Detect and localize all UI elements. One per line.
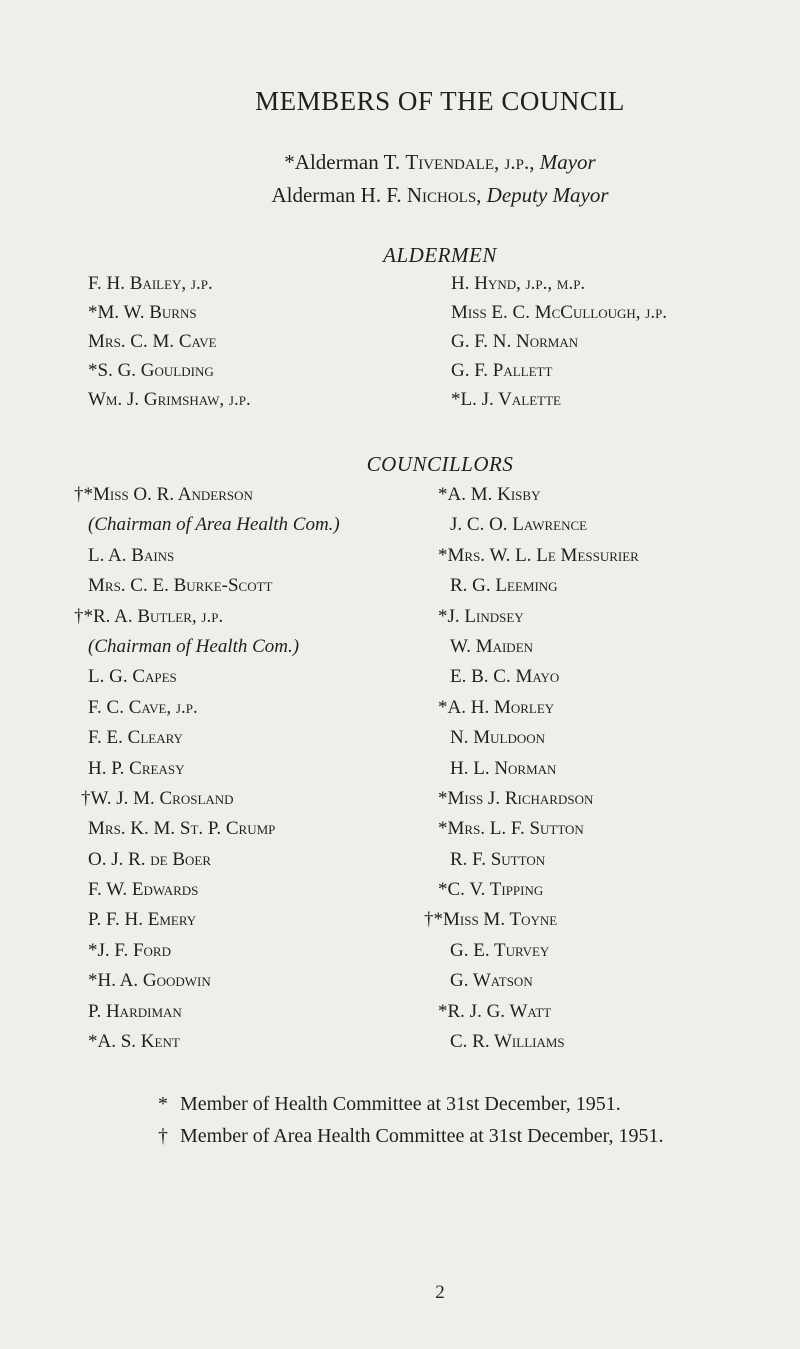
mayor-line [0, 150, 800, 175]
alderman-name: *M. W. Burns [88, 302, 197, 323]
deputy-prefix: Alderman H. F. [271, 183, 407, 207]
councillor-name: C. R. Williams [450, 1031, 565, 1053]
councillor-name: F. C. Cave, j.p. [88, 696, 198, 718]
councillor-name: †W. J. M. Crosland [81, 787, 234, 809]
councillor-name: *C. V. Tipping [438, 879, 544, 901]
councillor-name: *R. J. G. Watt [438, 1000, 552, 1022]
councillor-name: O. J. R. de Boer [88, 848, 212, 870]
page-title: MEMBERS OF THE COUNCIL [255, 86, 625, 116]
councillor-name: Mrs. C. E. Burke-Scott [88, 575, 273, 597]
footnote-text: Member of Area Health Committee at 31st December, 1951. [180, 1125, 664, 1147]
mayor-role: Mayor [539, 150, 596, 174]
aldermen-left-column [88, 269, 251, 414]
councillor-name: J. C. O. Lawrence [450, 514, 588, 536]
councillor-name: E. B. C. Mayo [450, 666, 560, 688]
alderman-name: F. H. Bailey, j.p. [88, 273, 213, 294]
deputy-mayor-line [0, 183, 800, 208]
councillor-name: *H. A. Goodwin [88, 970, 211, 992]
councillor-name: F. E. Cleary [88, 727, 183, 749]
councillor-name: G. E. Turvey [450, 939, 550, 961]
aldermen-right-column [451, 269, 667, 414]
councillor-name: R. F. Sutton [450, 848, 546, 870]
councillor-name: *A. S. Kent [88, 1031, 180, 1053]
mayor-prefix: *Alderman T. [284, 150, 406, 174]
councillor-name: *Mrs. L. F. Sutton [438, 818, 584, 840]
councillor-name: G. Watson [450, 970, 533, 992]
councillor-name: *Miss J. Richardson [438, 787, 594, 809]
alderman-name: *L. J. Valette [451, 389, 561, 410]
alderman-name: Wm. J. Grimshaw, j.p. [88, 389, 251, 410]
footnote-health-committee [158, 1093, 621, 1116]
councillor-name: P. Hardiman [88, 1000, 182, 1022]
councillors-heading: COUNCILLORS [366, 452, 514, 476]
alderman-name: G. F. Pallett [451, 360, 553, 381]
deputy-suffix: , [476, 183, 487, 207]
alderman-name: Miss E. C. McCullough, j.p. [451, 302, 668, 323]
councillor-name: P. F. H. Emery [88, 909, 197, 931]
councillor-name: †*Miss M. Toyne [424, 909, 558, 931]
councillor-name: W. Maiden [450, 635, 534, 657]
councillor-note: (Chairman of Health Com.) [88, 635, 300, 657]
footnote-text: Member of Health Committee at 31st December, 1951. [180, 1093, 621, 1115]
aldermen-heading: ALDERMEN [383, 243, 497, 267]
councillor-name: *A. H. Morley [438, 696, 555, 718]
councillors-right-column [424, 480, 639, 1057]
councillor-name: *J. Lindsey [438, 605, 524, 627]
councillor-name: †*Miss O. R. Anderson [74, 484, 253, 505]
footnote-mark: * [158, 1093, 168, 1115]
councillor-name: Mrs. K. M. St. P. Crump [88, 818, 276, 840]
alderman-name: H. Hynd, j.p., m.p. [451, 273, 586, 294]
councillor-name: H. P. Creasy [88, 757, 185, 779]
mayor-suffix: , j.p., [494, 150, 540, 174]
councillor-name: †*R. A. Butler, j.p. [74, 605, 224, 627]
deputy-role: Deputy Mayor [486, 183, 609, 207]
page-number: 2 [435, 1282, 445, 1303]
councillor-note: (Chairman of Area Health Com.) [88, 514, 340, 536]
councillor-name: L. A. Bains [88, 544, 175, 566]
councillors-left-column [74, 480, 340, 1057]
councillor-name: L. G. Capes [88, 666, 177, 688]
alderman-name: *S. G. Goulding [88, 360, 214, 381]
alderman-name: G. F. N. Norman [451, 331, 579, 352]
councillor-name: R. G. Leeming [450, 575, 558, 597]
councillor-name: *A. M. Kisby [438, 484, 541, 505]
deputy-name: Nichols [406, 183, 477, 207]
mayor-name: Tivendale [405, 150, 495, 174]
councillor-name: N. Muldoon [450, 727, 545, 749]
councillor-name: H. L. Norman [450, 757, 557, 779]
footnote-area-health-committee [158, 1125, 664, 1148]
councillor-name: *J. F. Ford [88, 939, 171, 961]
footnote-mark: † [158, 1125, 168, 1147]
councillor-name: F. W. Edwards [88, 879, 199, 901]
alderman-name: Mrs. C. M. Cave [88, 331, 217, 352]
councillor-name: *Mrs. W. L. Le Messurier [438, 544, 639, 566]
